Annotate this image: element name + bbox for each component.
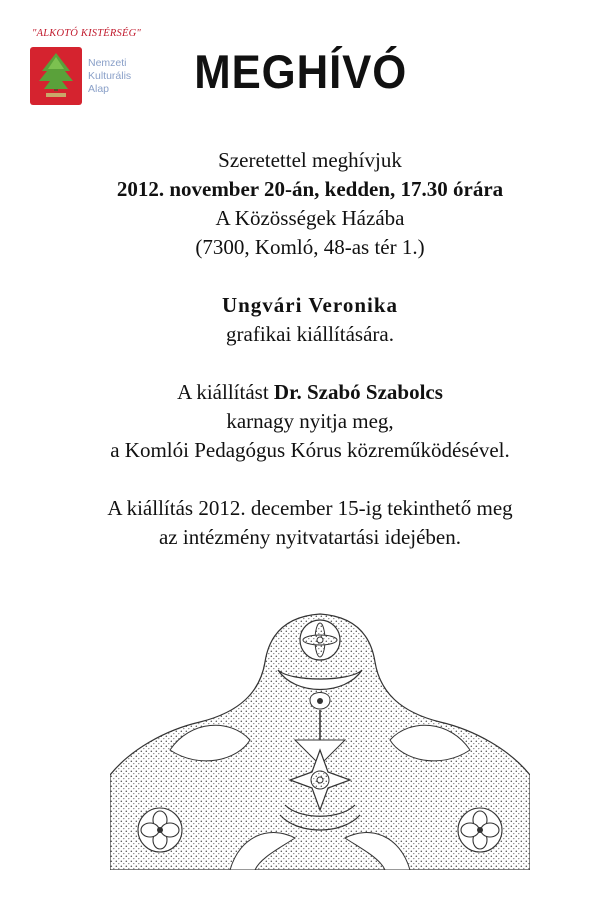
- artist-name: Ungvári Veronika: [221, 293, 399, 317]
- opening-line: [0, 378, 600, 407]
- invitation-body: [0, 146, 600, 581]
- logo-text-line: Alap: [88, 82, 110, 95]
- opening-prefix: A kiállítást: [177, 380, 274, 404]
- duration-line: az intézmény nyitvatartási idejében.: [158, 525, 462, 549]
- organizer-tagline: "ALKOTÓ KISTÉRSÉG": [32, 28, 141, 39]
- invitation-details: [0, 146, 600, 262]
- duration-line: A kiállítás 2012. december 15-ig tekinthető meg: [107, 496, 513, 520]
- speaker-role: karnagy nyitja meg,: [226, 409, 394, 433]
- venue-line: A Közösségek Házába: [215, 206, 405, 230]
- ornamental-graphic-artwork: [110, 600, 530, 870]
- event-datetime: 2012. november 20-án, kedden, 17.30 órára: [116, 177, 504, 201]
- choir-line: a Komlói Pedagógus Kórus közreműködésével.: [110, 438, 510, 462]
- speaker-name: Dr. Szabó Szabolcs: [273, 380, 443, 404]
- logo-text-line: Nemzeti: [88, 56, 127, 69]
- intro-line: Szeretettel meghívjuk: [218, 148, 402, 172]
- duration-block: [0, 494, 600, 552]
- exhibition-type: grafikai kiállítására.: [226, 322, 394, 346]
- page-title: MEGHÍVÓ: [194, 45, 408, 98]
- artist-block: [0, 291, 600, 349]
- logo-text-line: Kulturális: [88, 69, 132, 82]
- address-line: (7300, Komló, 48-as tér 1.): [195, 235, 425, 259]
- opening-block: [0, 378, 600, 465]
